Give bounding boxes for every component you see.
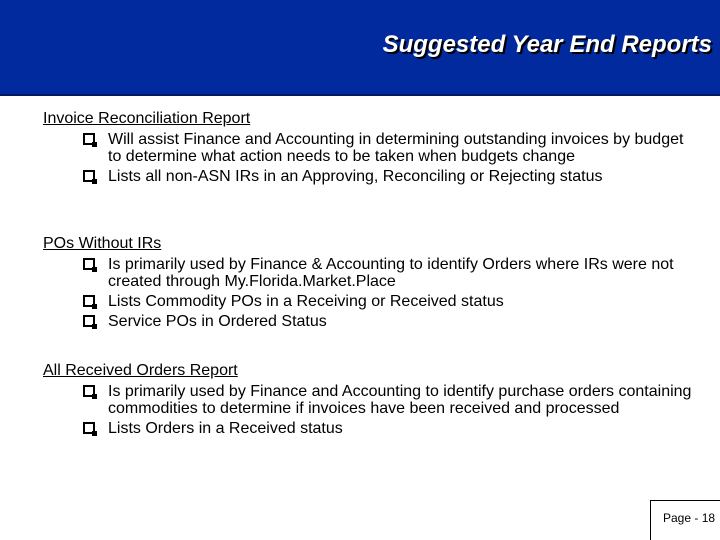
bullet-item xyxy=(43,168,693,185)
bullet-text: Service POs in Ordered Status xyxy=(108,313,327,330)
bullet-list xyxy=(43,131,693,185)
section-heading: Invoice Reconciliation Report xyxy=(43,110,251,127)
checkbox-bullet-icon xyxy=(83,295,95,307)
bullet-text: Will assist Finance and Accounting in determining outstanding invoices by budget to determine what action needs to be taken when budgets change xyxy=(108,131,684,165)
bullet-item xyxy=(43,420,693,437)
bullet-item xyxy=(43,293,693,310)
checkbox-bullet-icon xyxy=(83,315,95,327)
page-number-box xyxy=(650,500,720,540)
checkbox-bullet-icon xyxy=(83,258,95,270)
section-heading: POs Without IRs xyxy=(43,235,162,252)
checkbox-bullet-icon xyxy=(83,133,95,145)
checkbox-bullet-icon xyxy=(83,385,95,397)
bullet-item xyxy=(43,256,693,290)
bullet-text: Is primarily used by Finance and Accounting to identify purchase orders containing commodities to determine if invoices have been received and processed xyxy=(108,383,692,417)
section-invoice-reconciliation xyxy=(43,110,693,185)
page-number: Page - 18 xyxy=(663,511,716,525)
header-bar xyxy=(0,0,720,96)
bullet-text: Lists all non-ASN IRs in an Approving, Reconciling or Rejecting status xyxy=(108,168,603,185)
section-all-received-orders xyxy=(43,362,693,437)
bullet-item xyxy=(43,131,693,165)
section-pos-without-irs xyxy=(43,235,693,330)
section-heading: All Received Orders Report xyxy=(43,362,238,379)
bullet-list xyxy=(43,256,693,330)
checkbox-bullet-icon xyxy=(83,422,95,434)
checkbox-bullet-icon xyxy=(83,170,95,182)
bullet-text: Lists Commodity POs in a Receiving or Received status xyxy=(108,293,504,310)
bullet-text: Lists Orders in a Received status xyxy=(108,420,343,437)
bullet-text: Is primarily used by Finance & Accounting to identify Orders where IRs were not created through My.Florida.Market.Place xyxy=(108,256,674,290)
bullet-list xyxy=(43,383,693,437)
bullet-item xyxy=(43,383,693,417)
bullet-item xyxy=(43,313,693,330)
slide-title: Suggested Year End Reports xyxy=(382,31,712,58)
